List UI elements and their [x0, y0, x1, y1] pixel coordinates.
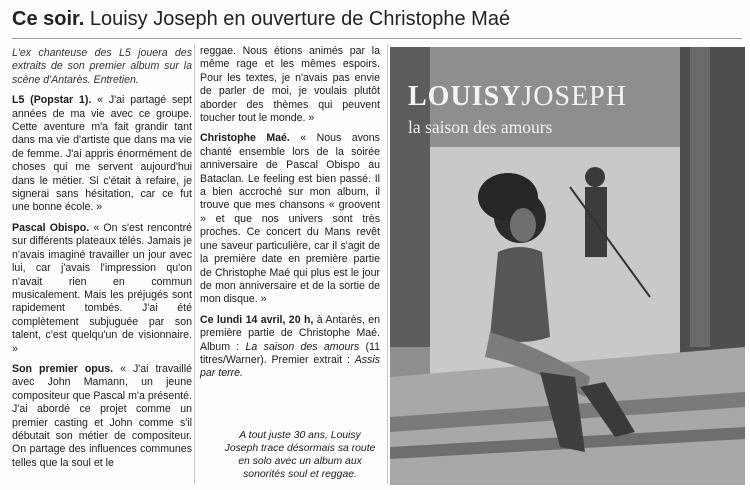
column-divider [387, 44, 388, 484]
album-name: La saison des amours [245, 340, 360, 353]
album-cover-photo [390, 47, 745, 485]
article-section [12, 94, 192, 215]
album-cover-artist-last: JOSEPH [521, 81, 627, 112]
section-lead: Pascal Obispo. [12, 221, 90, 234]
article-chapo: L'ex chanteuse des L5 jouera des extraits de son premier album sur la scène d'Antarès. Entretien. [12, 47, 192, 86]
concert-info-text: (11 titres/Warner). Premier extrait : [200, 340, 380, 366]
photo-caption: A tout juste 30 ans, Louisy Joseph trace désormais sa route en solo avec un album aux sonorités soul et reggae. [222, 427, 378, 483]
section-text: « J'ai travaillé avec John Mamann, un jeune compositeur que Pascal m'a présenté. J'ai abordé ce projet comme un premier casting et John comme s'il débutait son métier de compositeur. On partage des influences communes telles que la soul et le [12, 362, 192, 469]
photo-illustration [390, 47, 745, 485]
concert-date: Ce lundi 14 avril, 20 h, [200, 313, 314, 326]
article-section [12, 222, 192, 356]
article-section [12, 363, 192, 470]
section-text: « On s'est rencontré sur différents plateaux télés. Jamais je n'avais imaginé travailler un jour avec lui, car j'avais l'impression qu'on n'avait rien en commun musicalement. Mais les préjugés sont rapidement tombés. J'ai été complètement subjuguée par son talent, c'est quelqu'un de visionnaire. » [12, 221, 192, 355]
section-text: « Nous avons chanté ensemble lors de la soirée anniversaire de Pascal Obispo au Bataclan. Le feeling est bien passé. Il a bien accroché sur mon album, il trouve que mes chansons « groovent » et que nos univers sont très proches. Ce concert du Mans revêt une saveur particulière, car il s'agit de la première date en première partie de Christophe Maé qui plus est le jour de mon anniversaire et de la sortie de mon disque. » [200, 132, 380, 306]
column-divider [194, 44, 195, 484]
section-text: reggae. Nous étions animés par la même rage et les mêmes espoirs. Pour les textes, je n'avais pas envie de parler de moi, je voulais plutôt aborder des thèmes qui peuvent toucher tout le monde. » [200, 45, 380, 125]
section-lead: L5 (Popstar 1). [12, 94, 92, 107]
headline-divider [12, 38, 742, 39]
article-section-continued [200, 45, 380, 125]
album-cover-subtitle: la saison des amours [408, 117, 553, 137]
single-name: Assis par terre. [200, 353, 380, 380]
section-lead: Christophe Maé. [200, 132, 290, 145]
headline-title: Louisy Joseph en ouverture de Christophe Maé [89, 8, 511, 30]
article-column-1 [12, 47, 192, 477]
album-cover-title [408, 82, 738, 112]
headline-kicker: Ce soir. [12, 8, 85, 30]
section-text: « J'ai partagé sept années de ma vie avec ce groupe. Cette aventure m'a fait grandir tant dans ma vie d'artiste que dans ma vie de femme. J'ai appris énormément de choses qui me servent aujourd'hui dans le métier. Si c'était à refaire, je signerai sans hésitation, car ce fut une bonne école. » [12, 94, 192, 214]
section-lead: Son premier opus. [12, 362, 114, 375]
concert-info-text: à Antarès, en première partie de Christophe Maé. Album : [200, 313, 381, 353]
article-column-2 [200, 45, 380, 388]
headline [12, 6, 742, 32]
album-cover-artist-first: LOUISY [408, 81, 522, 112]
concert-info [200, 314, 380, 381]
article-section [200, 132, 380, 306]
